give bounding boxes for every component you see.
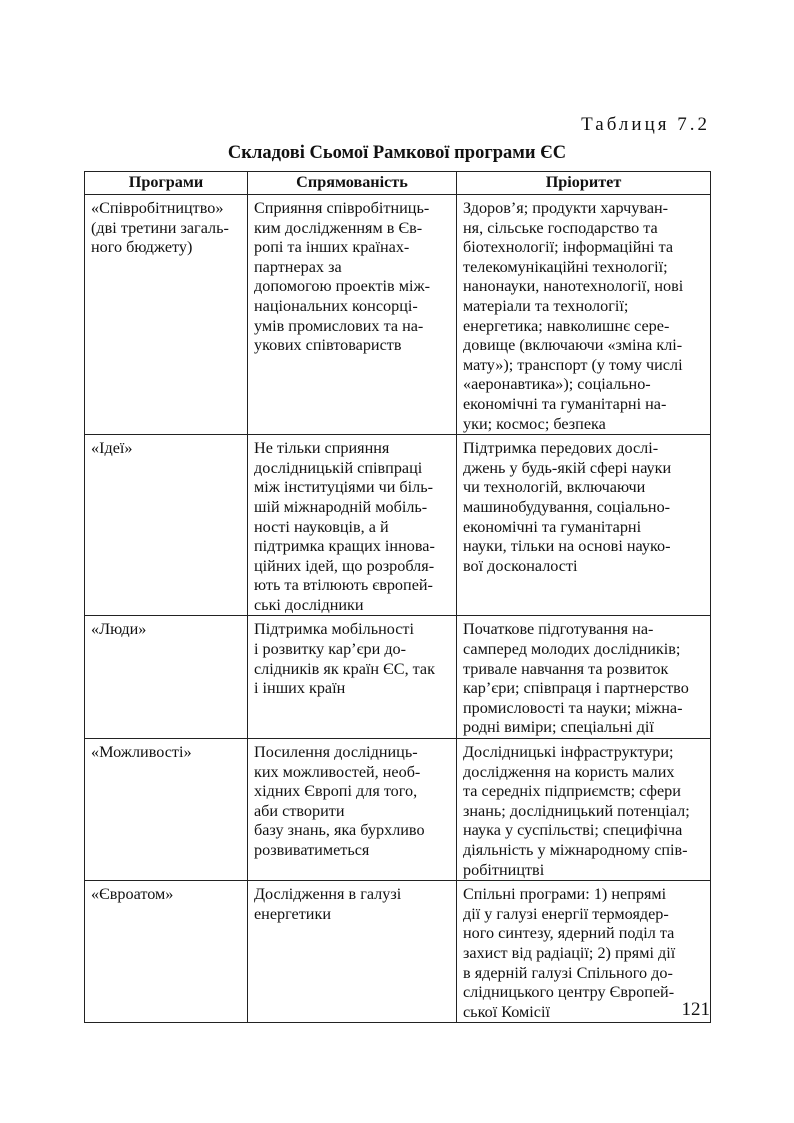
direction-cell	[248, 616, 457, 739]
cell-text-line: ного бюджету)	[91, 238, 193, 257]
cell-text-line: слідницького центру Європей-	[463, 983, 675, 1002]
cell-text-line: Не тільки сприяння	[254, 439, 390, 458]
cell-text-line: захист від радіації; 2) прямі дії	[463, 943, 676, 962]
cell-text-line: кар’єри; співпраця і партнерство	[463, 679, 689, 698]
cell-text-line: Сприяння співробітниць-	[254, 199, 430, 217]
cell-text-line: дії у галузі енергії термоядер-	[463, 904, 669, 923]
cell-text-line: та середніх підприємств; сфери	[463, 782, 681, 801]
priority-cell	[457, 739, 711, 881]
table-header-row	[85, 172, 711, 195]
direction-cell	[248, 435, 457, 616]
cell-text-line: Спільні програми: 1) непрямі	[463, 885, 667, 904]
priority-cell	[457, 616, 711, 739]
direction-cell	[248, 195, 457, 435]
cell-text-line: знань; дослідницький потенціал;	[463, 801, 690, 820]
cell-text-line: Посилення дослідниць-	[254, 743, 418, 762]
cell-text-line: довище (включаючи «зміна клі-	[463, 336, 683, 355]
cell-text-line: ські дослідники	[254, 595, 364, 614]
cell-text-line: нанонауки, нанотехнології, нові	[463, 277, 684, 296]
cell-text-line: енергетики	[254, 904, 332, 923]
program-cell	[85, 435, 248, 616]
cell-text-line: економічні та гуманітарні на-	[463, 394, 667, 413]
cell-text-line: самперед молодих дослідників;	[463, 640, 681, 659]
cell-text-line: базу знань, яка бурхливо	[254, 821, 425, 840]
cell-text-line: ційних ідей, що розробля-	[254, 556, 435, 575]
cell-text-line: тривале навчання та розвиток	[463, 659, 669, 678]
cell-text-line: шій міжнародній мобіль-	[254, 497, 428, 516]
cell-text-line: і інших країн	[254, 679, 346, 698]
table-row	[85, 616, 711, 739]
cell-text-line: науки, тільки на основі науко-	[463, 537, 671, 556]
table-row	[85, 739, 711, 881]
cell-text-line: (дві третини загаль-	[91, 218, 229, 237]
cell-text-line: «Євроатом»	[91, 885, 174, 904]
program-cell	[85, 739, 248, 881]
cell-text-line: вої досконалості	[463, 556, 578, 575]
table-row	[85, 881, 711, 1023]
cell-text-line: ської Комісії	[463, 1002, 550, 1021]
cell-text-line: дослідження на користь малих	[463, 762, 675, 781]
cell-text-line: в ядерній галузі Спільного до-	[463, 963, 673, 982]
cell-text-line: партнерах за	[254, 257, 342, 276]
program-cell	[85, 881, 248, 1023]
cell-text-line: діяльність у міжнародному спів-	[463, 841, 688, 859]
cell-text-line: аби створити	[254, 801, 345, 820]
priority-cell	[457, 435, 711, 616]
cell-text-line: дослідницькій співпраці	[254, 458, 423, 477]
cell-text-line: ких можливостей, необ-	[254, 762, 421, 781]
table-title: Складові Сьомої Рамкової програми ЄС	[227, 143, 567, 163]
cell-text-line: Підтримка передових дослі-	[463, 439, 659, 458]
cell-text-line: хідних Європі для того,	[254, 782, 418, 801]
cell-text-line: промисловості та науки; міжна-	[463, 698, 683, 717]
program-cell	[85, 195, 248, 435]
cell-text-line: чи технологій, включаючи	[463, 478, 646, 497]
cell-text-line: ким дослідженням в Єв-	[254, 218, 423, 237]
priority-cell	[457, 881, 711, 1023]
cell-text-line: родні виміри; спеціальні дії	[463, 718, 654, 737]
cell-text-line: ності науковців, а й	[254, 517, 389, 536]
cell-text-line: біотехнології; інформаційні та	[463, 238, 674, 257]
cell-text-line: ня, сільське господарство та	[463, 218, 658, 237]
cell-text-line: Дослідницькі інфраструктури;	[463, 743, 674, 762]
cell-text-line: і розвитку кар’єри до-	[254, 640, 407, 659]
cell-text-line: розвиватиметься	[254, 841, 370, 859]
cell-text-line: «Ідеї»	[91, 439, 133, 458]
header-programs: Програми	[85, 172, 248, 195]
cell-text-line: підтримка кращих іннова-	[254, 537, 435, 556]
page-number: 121	[681, 999, 710, 1020]
header-direction: Спрямованість	[248, 172, 457, 195]
cell-text-line: ропі та інших країнах-	[254, 238, 410, 257]
framework-programme-table	[84, 171, 711, 1023]
cell-text-line: Початкове підготування на-	[463, 620, 654, 639]
cell-text-line: Здоров’я; продукти харчуван-	[463, 199, 669, 217]
cell-text-line: економічні та гуманітарні	[463, 517, 642, 536]
cell-text-line: Дослідження в галузі	[254, 885, 402, 904]
cell-text-line: ють та втілюють європей-	[254, 576, 433, 595]
cell-text-line: енергетика; навколишнє сере-	[463, 316, 670, 335]
table-caption: Таблиця 7.2	[581, 114, 710, 135]
cell-text-line: ного синтезу, ядерний поділ та	[463, 924, 675, 943]
direction-cell	[248, 739, 457, 881]
table-row	[85, 435, 711, 616]
cell-text-line: «Люди»	[91, 620, 147, 639]
cell-text-line: робітництві	[463, 860, 545, 879]
priority-cell	[457, 195, 711, 435]
cell-text-line: допомогою проектів між-	[254, 277, 431, 296]
cell-text-line: наука у суспільстві; специфічна	[463, 821, 683, 840]
cell-text-line: Підтримка мобільності	[254, 620, 414, 639]
cell-text-line: «Співробітництво»	[91, 199, 224, 217]
cell-text-line: між інституціями чи біль-	[254, 478, 434, 497]
header-priority: Пріоритет	[457, 172, 711, 195]
direction-cell	[248, 881, 457, 1023]
cell-text-line: «Можливості»	[91, 743, 192, 762]
cell-text-line: укових співтовариств	[254, 336, 402, 355]
cell-text-line: умів промислових та на-	[254, 316, 424, 335]
table-body	[85, 195, 711, 1023]
cell-text-line: «аеронавтика»); соціально-	[463, 375, 651, 394]
cell-text-line: слідників як країн ЄС, так	[254, 659, 435, 678]
cell-text-line: машинобудування, соціально-	[463, 497, 671, 516]
cell-text-line: джень у будь-якій сфері науки	[463, 458, 672, 477]
cell-text-line: матеріали та технології;	[463, 296, 629, 315]
cell-text-line: мату»); транспорт (у тому числі	[463, 355, 683, 374]
cell-text-line: телекомунікаційні технології;	[463, 257, 668, 276]
table-row	[85, 195, 711, 435]
cell-text-line: уки; космос; безпека	[463, 414, 606, 433]
program-cell	[85, 616, 248, 739]
cell-text-line: національних консорці-	[254, 296, 418, 315]
